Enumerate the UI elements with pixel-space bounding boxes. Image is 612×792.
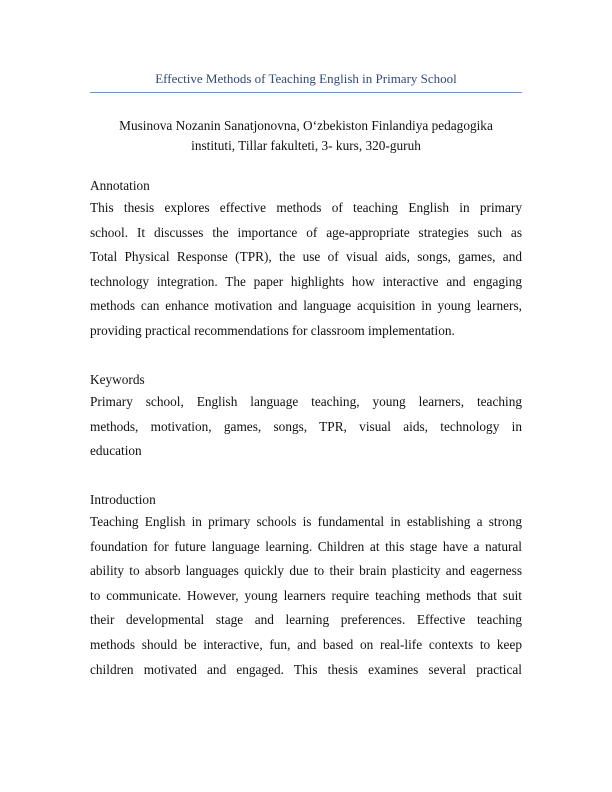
text-line: methods, motivation, games, songs, TPR, visual aids, technology in — [90, 418, 522, 434]
text-line: their developmental stage and learning preferences. Effective teaching — [90, 612, 522, 628]
author-line: instituti, Tillar fakulteti, 3- kurs, 320-guruh — [191, 138, 421, 153]
author-affiliation — [90, 116, 522, 156]
text-line: ability to absorb languages quickly due to their brain plasticity and eagerness — [90, 563, 522, 579]
author-line: Musinova Nozanin Sanatjonovna, O‘zbekiston Finlandiya pedagogika — [119, 118, 493, 133]
text-line: This thesis explores effective methods of teaching English in primary — [90, 200, 522, 215]
text-line: methods can enhance motivation and language acquisition in young learners, — [90, 298, 522, 314]
section-heading: Introduction — [90, 492, 156, 507]
text-line: children motivated and engaged. This thesis examines several practical — [90, 661, 522, 677]
running-title: Effective Methods of Teaching English in Primary School — [155, 71, 457, 86]
text-line: Primary school, English language teaching, young learners, teaching — [90, 394, 522, 409]
text-line: education — [90, 443, 142, 459]
section-heading: Keywords — [90, 372, 145, 387]
text-line: Total Physical Response (TPR), the use of visual aids, songs, games, and — [90, 249, 522, 265]
text-line: foundation for future language learning. Children at this stage have a natural — [90, 538, 522, 554]
section-heading: Annotation — [90, 178, 150, 193]
title-divider — [90, 92, 522, 93]
introduction-section — [90, 490, 522, 682]
text-line: methods should be interactive, fun, and based on real-life contexts to keep — [90, 636, 522, 652]
text-line: to communicate. However, young learners require teaching methods that suit — [90, 587, 522, 603]
text-line: Teaching English in primary schools is fundamental in establishing a strong — [90, 514, 522, 529]
text-line: providing practical recommendations for classroom implementation. — [90, 322, 455, 338]
keywords-section — [90, 370, 522, 464]
keywords-text — [90, 390, 522, 464]
annotation-section — [90, 176, 522, 344]
text-line: technology integration. The paper highlights how interactive and engaging — [90, 273, 522, 289]
text-line: school. It discusses the importance of age-appropriate strategies such as — [90, 224, 522, 240]
annotation-text — [90, 196, 522, 344]
introduction-text — [90, 510, 522, 682]
